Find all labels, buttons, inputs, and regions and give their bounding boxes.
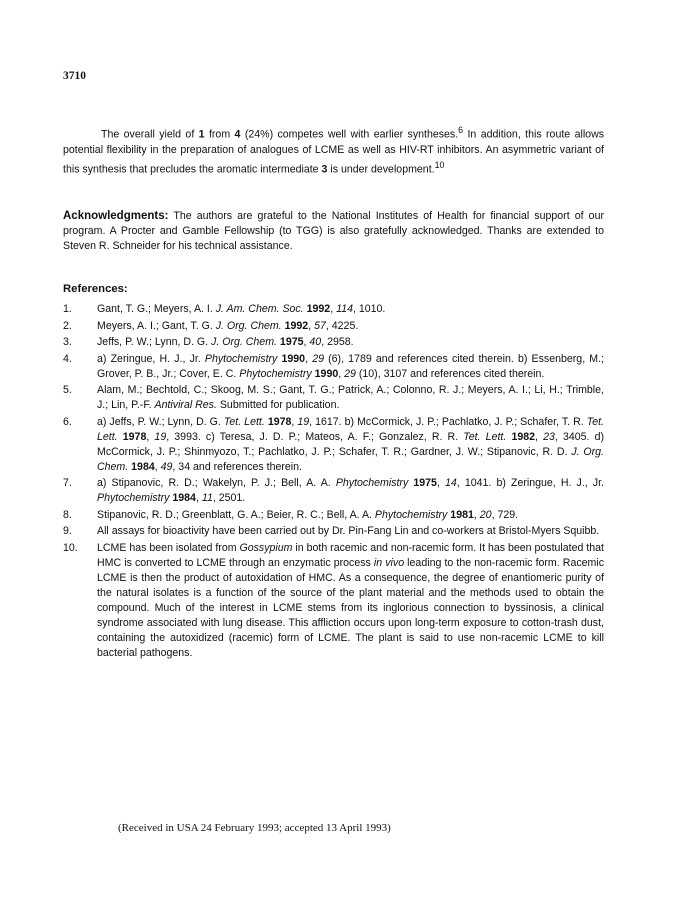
reference-text <box>97 508 604 523</box>
year: 1982 <box>511 430 536 443</box>
volume: 29 <box>344 367 356 380</box>
reference-text <box>97 352 604 382</box>
text: , 3993. c) Teresa, J. D. P.; Mateos, A. F.; Gonzalez, R. R. <box>166 430 464 443</box>
volume: 23 <box>543 430 555 443</box>
text: , 1010. <box>352 303 386 315</box>
volume: 11 <box>201 492 213 504</box>
text: Jeffs, P. W.; Lynn, D. G. <box>97 336 212 348</box>
citation-superscript: 10 <box>434 159 445 170</box>
reference-item <box>63 319 604 334</box>
reference-number: 10. <box>63 541 78 554</box>
year: 1984 <box>172 492 196 504</box>
text: , <box>308 319 315 332</box>
references-list <box>63 302 604 662</box>
reference-item <box>63 541 604 661</box>
reference-number: 7. <box>63 477 72 489</box>
text: , 34 and references therein. <box>172 460 302 473</box>
reference-item <box>63 302 604 317</box>
reference-number: 9. <box>63 525 72 537</box>
volume: 14 <box>445 477 457 489</box>
journal: Tet. Lett. <box>223 415 265 428</box>
journal: Phytochemistry <box>97 492 170 504</box>
italic-term: Gossypium <box>239 541 293 554</box>
text: Meyers, A. I.; Gant, T. G. <box>97 319 216 332</box>
year: 1990 <box>314 367 339 380</box>
text: a) Zeringue, H. J., Jr. <box>97 352 205 365</box>
text: is under development. <box>327 163 435 176</box>
volume: 19 <box>154 430 167 443</box>
compound-number: 3 <box>321 163 328 176</box>
volume: 114 <box>336 303 353 315</box>
journal: Tet. Lett. <box>463 430 507 443</box>
reference-number: 3. <box>63 336 72 348</box>
reference-text <box>97 415 604 475</box>
journal: Phytochemistry <box>374 508 448 521</box>
text: Submitted for publication. <box>216 399 340 411</box>
year: 1992 <box>306 303 331 315</box>
reference-number: 6. <box>63 415 72 428</box>
text: a) Stipanovic, R. D.; Wakelyn, P. J.; Bell, A. A. <box>97 477 336 489</box>
reference-number: 4. <box>63 352 72 365</box>
received-date-note: (Received in USA 24 February 1993; accepted 13 April 1993) <box>118 822 391 834</box>
text: leading to the non-racemic form. Racemic LCME is then the product of autoxidation of HMC. As a consequence, the degree of enantiomeric purity of the natural isolates is a function of the source of the plant material and the methods used to obtain the compound. Much of the interest in LCME stems from its inglorious connection to byssinosis, a clinical syndrome associated with lung disease. This affliction occurs upon long-term exposure to cotton-trash dust, containing the autoxidized (racemic) form of LCME. The plant is said to use non-racemic LCME to kill bacterial pathogens. <box>97 556 605 659</box>
reference-number: 1. <box>63 303 72 315</box>
text: , <box>535 430 544 443</box>
reference-text <box>97 302 604 317</box>
text: , 2958. <box>321 336 354 348</box>
year: 1981 <box>450 508 474 521</box>
reference-item <box>63 508 604 523</box>
text: In addition, this route allows potential flexibility in the preparation of analogues of LCME as well as HIV-RT inhibitors. An asymmetric variant of this synthesis that precludes the aromatic intermediate <box>63 128 605 176</box>
text: Alam, M.; Bechtold, C.; Skoog, M. S.; Gant, T. G.; Patrick, A.; Colonno, R. J.; Meyers, A. I.; Li, H.; Trimble, J.; Lin, P.-F. <box>97 384 604 411</box>
journal: Tet. Lett. <box>97 415 605 443</box>
acknowledgments-text: The authors are grateful to the National Institutes of Health for financial support of our program. A Procter and Gamble Fellowship (to TGG) is also gratefully acknowledged. Thanks are extended to Steven R. Schneider for his technical assistance. <box>63 210 604 252</box>
reference-text <box>97 383 604 413</box>
text: All assays for bioactivity have been carried out by Dr. Pin-Fang Lin and co-workers at Bristol-Myers Squibb. <box>97 525 600 537</box>
reference-item <box>63 524 604 539</box>
page-number: 3710 <box>63 70 86 82</box>
text: , <box>436 477 445 489</box>
compound-number: 1 <box>198 128 205 141</box>
text: Stipanovic, R. D.; Greenblatt, G. A.; Beier, R. C.; Bell, A. A. <box>97 508 375 521</box>
reference-text <box>97 524 604 539</box>
text: , <box>146 430 155 443</box>
text: (6), 1789 and references cited therein. b) Essenberg, M.; Grover, P. B., Jr.; Cover, E. C. <box>97 352 604 380</box>
reference-number: 2. <box>63 319 72 332</box>
acknowledgments-heading: Acknowledgments: <box>63 210 169 222</box>
volume: 20 <box>479 508 492 521</box>
text: a) Jeffs, P. W.; Lynn, D. G. <box>97 415 224 428</box>
journal: J. Am. Chem. Soc. <box>215 303 304 315</box>
journal: Phytochemistry <box>204 352 278 365</box>
compound-number: 4 <box>234 128 241 141</box>
text: , <box>303 336 310 348</box>
volume: 40 <box>309 336 322 348</box>
text: , 729. <box>491 508 519 521</box>
volume: 19 <box>297 415 310 428</box>
year: 1984 <box>131 460 155 473</box>
text: , <box>291 415 298 428</box>
journal: Antiviral Res. <box>154 399 217 411</box>
reference-text <box>97 319 604 334</box>
reference-item <box>63 335 604 350</box>
reference-text <box>97 476 604 506</box>
text: , <box>473 508 480 521</box>
journal: Phytochemistry <box>239 367 312 380</box>
reference-item <box>63 415 604 475</box>
reference-number: 5. <box>63 384 72 396</box>
reference-number: 8. <box>63 508 72 521</box>
year: 1975 <box>413 477 437 489</box>
italic-term: in vivo <box>373 556 405 569</box>
reference-text <box>97 541 604 661</box>
year: 1978 <box>122 430 147 443</box>
journal: Phytochemistry <box>335 477 409 489</box>
journal: J. Org. Chem. <box>211 336 277 348</box>
text: Gant, T. G.; Meyers, A. I. <box>97 303 216 315</box>
intro-paragraph <box>63 123 604 177</box>
references-heading: References: <box>63 283 128 295</box>
text: , 1041. b) Zeringue, H. J., Jr. <box>456 477 604 489</box>
year: 1990 <box>281 352 306 365</box>
text: , <box>330 303 337 315</box>
text: from <box>204 128 235 141</box>
citation-superscript: 6 <box>458 125 464 135</box>
text: (10), 3107 and references cited therein. <box>355 367 545 380</box>
text: , <box>154 460 161 473</box>
text: , <box>305 352 313 365</box>
reference-text <box>97 335 604 350</box>
text: LCME has been isolated from <box>97 541 240 554</box>
reference-item <box>63 352 604 382</box>
year: 1992 <box>284 319 309 332</box>
volume: 29 <box>312 352 324 365</box>
text: The overall yield of <box>101 128 199 141</box>
text: , <box>195 492 202 504</box>
text: (24%) competes well with earlier syntheses. <box>240 128 459 141</box>
text: , <box>338 367 345 380</box>
year: 1975 <box>279 336 304 348</box>
acknowledgments-paragraph <box>63 209 604 254</box>
journal: J. Org. Chem. <box>97 445 604 473</box>
text: , 4225. <box>325 319 359 332</box>
reference-item <box>63 476 604 506</box>
text: in both racemic and non-racemic form. It has been postulated that HMC is converted to LCME through an enzymatic process <box>97 541 604 569</box>
text: , 2501. <box>212 492 246 504</box>
year: 1978 <box>267 415 292 428</box>
text: , 3405. d) McCormick, J. P.; Shinmyozo, T.; Pachlatko, J. P.; Schafer, T. R.; Gardner, J. W.; Stipanovic, R. D. <box>97 430 605 458</box>
text: , 1617. b) McCormick, J. P.; Pachlatko, J. P.; Schafer, T. R. <box>309 415 587 428</box>
volume: 57 <box>314 319 326 332</box>
volume: 49 <box>160 460 173 473</box>
journal: J. Org. Chem. <box>215 319 282 332</box>
reference-item <box>63 383 604 413</box>
